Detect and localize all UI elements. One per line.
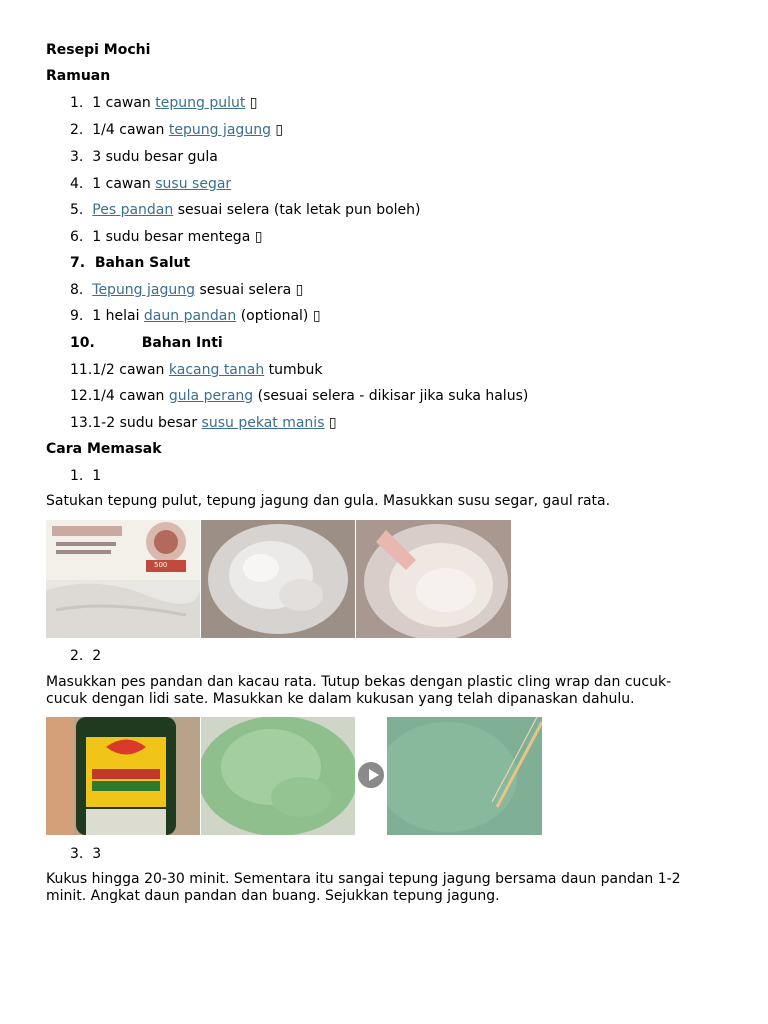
ingredient-suffix: ▯ [270, 122, 284, 138]
ingredient-item-11 [70, 361, 323, 379]
list-number: 8. [70, 282, 84, 298]
ingredient-link-kacang-tanah[interactable]: kacang tanah [168, 362, 265, 378]
subheading-bahan-inti: Bahan Inti [141, 335, 223, 351]
ingredient-link-pes-pandan[interactable]: Pes pandan [92, 202, 174, 218]
list-number: 9. [70, 308, 84, 324]
flour-bowl-photo [201, 520, 355, 638]
cara-memasak-heading: Cara Memasak [46, 441, 162, 457]
step-3-text: Kukus hingga 20-30 minit. Sementara itu sangai tepung jagung bersama daun pandan 1-2 minit. Angkat daun pandan dan buang. Sejukkan tepung jagung. [46, 871, 681, 904]
ingredient-suffix: (sesuai selera - dikisar jika suka halus) [253, 388, 529, 404]
step-number-1 [70, 467, 101, 485]
list-number: 2. [70, 648, 84, 664]
list-number: 1. [70, 95, 84, 111]
milk-mixture-photo [356, 520, 511, 638]
ingredient-text: 1-2 sudu besar [92, 415, 202, 431]
ingredient-item-2 [70, 121, 283, 139]
list-number: 2. [70, 122, 84, 138]
ingredient-item-3 [70, 148, 218, 166]
ramuan-heading: Ramuan [46, 68, 111, 84]
ingredient-link-susu-segar[interactable]: susu segar [155, 176, 232, 192]
ingredient-text: 1 helai [92, 308, 144, 324]
ingredient-link-susu-pekat-manis[interactable]: susu pekat manis [201, 415, 325, 431]
step-label: 1 [92, 468, 102, 484]
step-number-3 [70, 845, 101, 863]
pack-weight-label: 500 [154, 561, 168, 569]
ingredient-suffix: ▯ [245, 95, 258, 111]
list-number: 11. [70, 362, 93, 378]
ingredient-link-daun-pandan[interactable]: daun pandan [143, 308, 237, 324]
ingredient-item-1 [70, 94, 258, 112]
list-number: 10. [70, 335, 95, 351]
ingredient-text: 1 sudu besar mentega ▯ [92, 229, 263, 245]
step-label: 2 [92, 648, 102, 664]
ingredient-text: 1/4 cawan [92, 122, 169, 138]
step-label: 3 [92, 846, 102, 862]
flour-packet-photo [46, 520, 200, 638]
ingredient-link-tepung-jagung-salut[interactable]: Tepung jagung [92, 282, 196, 298]
list-number: 1. [70, 468, 84, 484]
ingredient-suffix: tumbuk [264, 362, 323, 378]
step-1-text: Satukan tepung pulut, tepung jagung dan gula. Masukkan susu segar, gaul rata. [46, 493, 611, 509]
step-1-images [46, 520, 511, 638]
step-2-images [46, 717, 542, 835]
ingredient-text: 1/4 cawan [92, 388, 169, 404]
ingredient-link-gula-perang[interactable]: gula perang [168, 388, 254, 404]
ingredient-text: 1 cawan [92, 95, 156, 111]
step-2-text: Masukkan pes pandan dan kacau rata. Tutup bekas dengan plastic cling wrap dan cucuk-cucuk dengan lidi sate. Masukkan ke dalam kukusan yang telah dipanaskan dahulu. [46, 674, 672, 707]
ingredient-suffix: sesuai selera (tak letak pun boleh) [173, 202, 421, 218]
covered-bowl-photo [387, 717, 542, 835]
ingredient-item-5 [70, 201, 420, 219]
ingredient-link-tepung-jagung[interactable]: tepung jagung [168, 122, 271, 138]
ingredient-item-13 [70, 414, 337, 432]
ingredient-suffix: ▯ [324, 415, 337, 431]
list-number: 12. [70, 388, 93, 404]
ingredient-item-9 [70, 307, 321, 325]
recipe-title: Resepi Mochi [46, 42, 151, 58]
green-batter-photo [201, 717, 355, 835]
pandan-paste-bottle-photo [46, 717, 200, 835]
list-number: 3. [70, 846, 84, 862]
subheading-bahan-salut: Bahan Salut [94, 255, 191, 271]
ingredient-text: 1/2 cawan [92, 362, 169, 378]
play-button-icon[interactable] [356, 760, 386, 790]
ingredient-text: 3 sudu besar gula [92, 149, 218, 165]
list-number: 3. [70, 149, 84, 165]
list-number: 6. [70, 229, 84, 245]
ingredient-suffix: (optional) ▯ [236, 308, 321, 324]
ingredient-item-4 [70, 175, 231, 193]
step-number-2 [70, 647, 101, 665]
ingredient-item-6 [70, 228, 262, 246]
ingredient-item-10 [70, 334, 223, 352]
ingredient-link-tepung-pulut[interactable]: tepung pulut [155, 95, 246, 111]
ingredient-text: 1 cawan [92, 176, 156, 192]
list-number: 13. [70, 415, 93, 431]
list-number: 4. [70, 176, 84, 192]
list-number: 5. [70, 202, 84, 218]
ingredient-item-8 [70, 281, 303, 299]
list-number: 7. [70, 255, 86, 271]
ingredient-suffix: sesuai selera ▯ [195, 282, 304, 298]
ingredient-item-12 [70, 387, 528, 405]
ingredient-item-7 [70, 254, 190, 272]
